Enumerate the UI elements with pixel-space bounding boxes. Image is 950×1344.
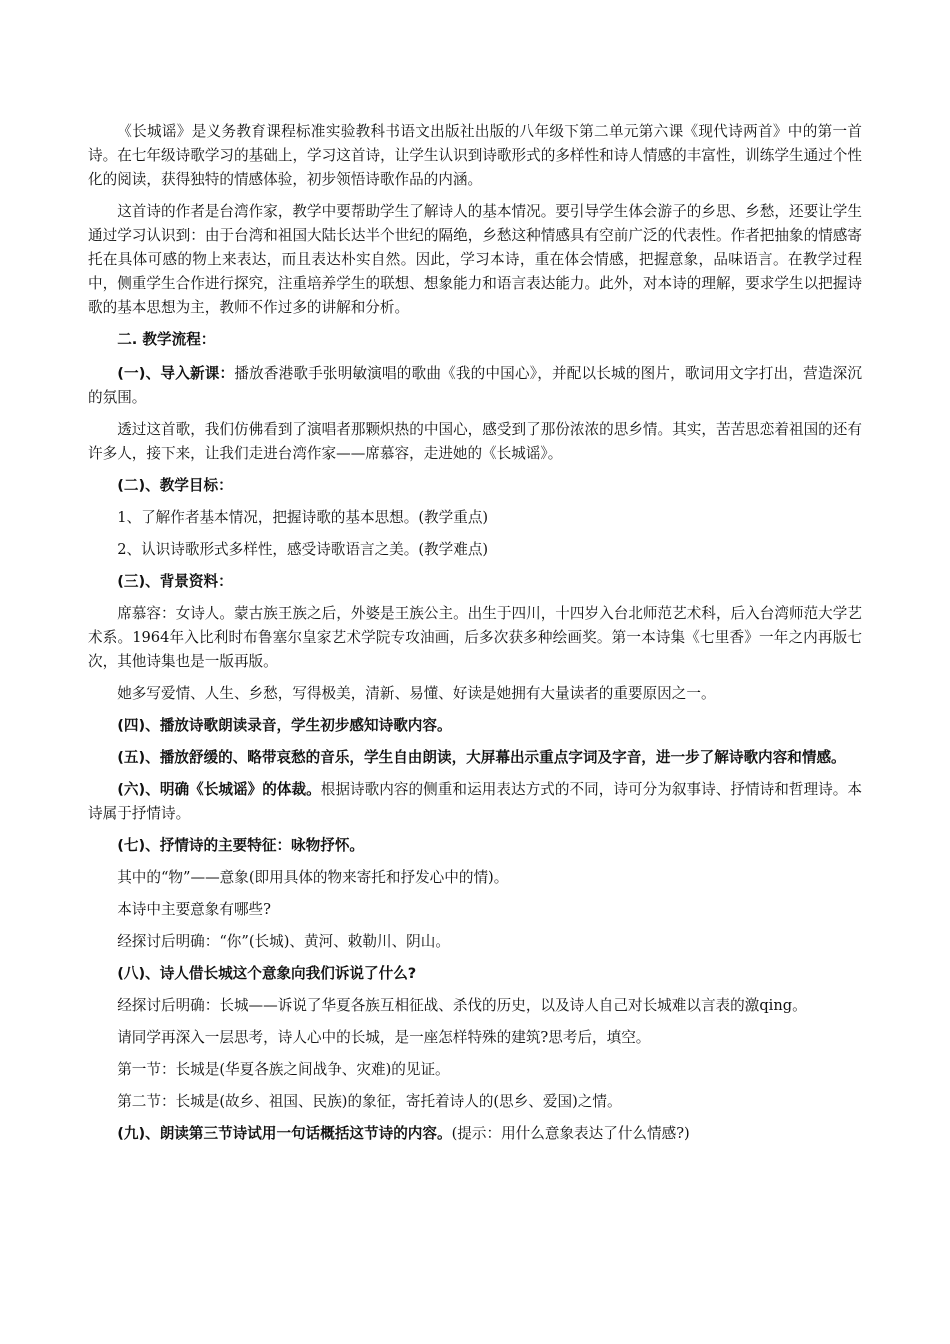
- step-7-heading: (七)、抒情诗的主要特征：咏物抒怀。: [117, 837, 365, 854]
- step-8-paragraph-4: 第二节：长城是(故乡、祖国、民族)的象征，寄托着诗人的(思乡、爱国)之情。: [117, 1093, 622, 1110]
- step-4-heading: (四)、播放诗歌朗读录音，学生初步感知诗歌内容。: [117, 717, 452, 734]
- step-9-heading: (九)、朗读第三节诗试用一句话概括这节诗的内容。: [117, 1125, 452, 1142]
- step-1: [88, 362, 862, 410]
- step-8-paragraph-3: 第一节：长城是(华夏各族之间战争、灾难)的见证。: [117, 1061, 450, 1078]
- step-7-paragraph-2: 本诗中主要意象有哪些?: [117, 901, 271, 918]
- document-page: [88, 120, 862, 1154]
- step-7-paragraph-3: 经探讨后明确：“你”(长城)、黄河、敕勒川、阴山。: [117, 933, 450, 950]
- step-7-paragraph-1: 其中的“物”——意象(即用具体的物来寄托和抒发心中的情)。: [117, 869, 509, 886]
- step-5-heading: (五)、播放舒缓的、略带哀愁的音乐，学生自由朗读，大屏幕出示重点字词及字音，进一步了解诗歌内容和情感。: [117, 749, 846, 766]
- intro-paragraph-1: 《长城谣》是义务教育课程标准实验教科书语文出版社出版的八年级下第二单元第六课《现代诗两首》中的第一首诗。在七年级诗歌学习的基础上，学习这首诗，让学生认识到诗歌形式的多样性和诗人情感的丰富性，训练学生通过个性化的阅读，获得独特的情感体验，初步领悟诗歌作品的内涵。: [88, 123, 862, 188]
- background-paragraph-2: 她多写爱情、人生、乡愁，写得极美，清新、易懂、好读是她拥有大量读者的重要原因之一。: [117, 685, 716, 702]
- step-3-heading: (三)、背景资料：: [117, 573, 233, 590]
- goal-item-2: 2、认识诗歌形式多样性，感受诗歌语言之美。(教学难点): [117, 541, 489, 558]
- step-9-text: (提示：用什么意象表达了什么情感?): [451, 1125, 690, 1142]
- step-8-heading: (八)、诗人借长城这个意象向我们诉说了什么?: [117, 965, 417, 982]
- step-8-paragraph-2: 请同学再深入一层思考，诗人心中的长城，是一座怎样特殊的建筑?思考后，填空。: [117, 1029, 651, 1046]
- step-6-heading: (六)、明确《长城谣》的体裁。: [117, 781, 321, 798]
- step-1-paragraph-2: 透过这首歌，我们仿佛看到了演唱者那颗炽热的中国心，感受到了那份浓浓的思乡情。其实，苦苦思恋着祖国的还有许多人，接下来，让我们走进台湾作家——席慕容，走进她的《长城谣》。: [88, 421, 862, 462]
- step-1-text: 播放香港歌手张明敏演唱的歌曲《我的中国心》，并配以长城的图片，歌词用文字打出，营造深沉的氛围。: [88, 365, 862, 406]
- step-1-heading: (一)、导入新课：: [117, 365, 235, 382]
- step-2-heading: (二)、教学目标：: [117, 477, 233, 494]
- goal-item-1: 1、了解作者基本情况，把握诗歌的基本思想。(教学重点): [117, 509, 489, 526]
- step-6: [88, 778, 862, 826]
- step-8-paragraph-1: 经探讨后明确：长城——诉说了华夏各族互相征战、杀伐的历史，以及诗人自己对长城难以言表的激qing。: [117, 997, 807, 1014]
- background-paragraph-1: 席慕容：女诗人。蒙古族王族之后，外婆是王族公主。出生于四川，十四岁入台北师范艺术科，后入台湾师范大学艺术系。1964年入比利时布鲁塞尔皇家艺术学院专攻油画，后多次获多种绘画奖。第一本诗集《七里香》一年之内再版七次，其他诗集也是一版再版。: [88, 605, 862, 670]
- intro-paragraph-2: 这首诗的作者是台湾作家，教学中要帮助学生了解诗人的基本情况。要引导学生体会游子的乡思、乡愁，还要让学生通过学习认识到：由于台湾和祖国大陆长达半个世纪的隔绝，乡愁这种情感具有空前广泛的代表性。作者把抽象的情感寄托在具体可感的物上来表达，而且表达朴实自然。因此，学习本诗，重在体会情感，把握意象，品味语言。在教学过程中，侧重学生合作进行探究，注重培养学生的联想、想象能力和语言表达能力。此外，对本诗的理解，要求学生以把握诗歌的基本思想为主，教师不作过多的讲解和分析。: [88, 203, 862, 316]
- step-6-text: 根据诗歌内容的侧重和运用表达方式的不同，诗可分为叙事诗、抒情诗和哲理诗。本诗属于抒情诗。: [88, 781, 862, 822]
- section-title-teaching-process: 二. 教学流程：: [117, 331, 216, 348]
- step-9: [88, 1122, 862, 1146]
